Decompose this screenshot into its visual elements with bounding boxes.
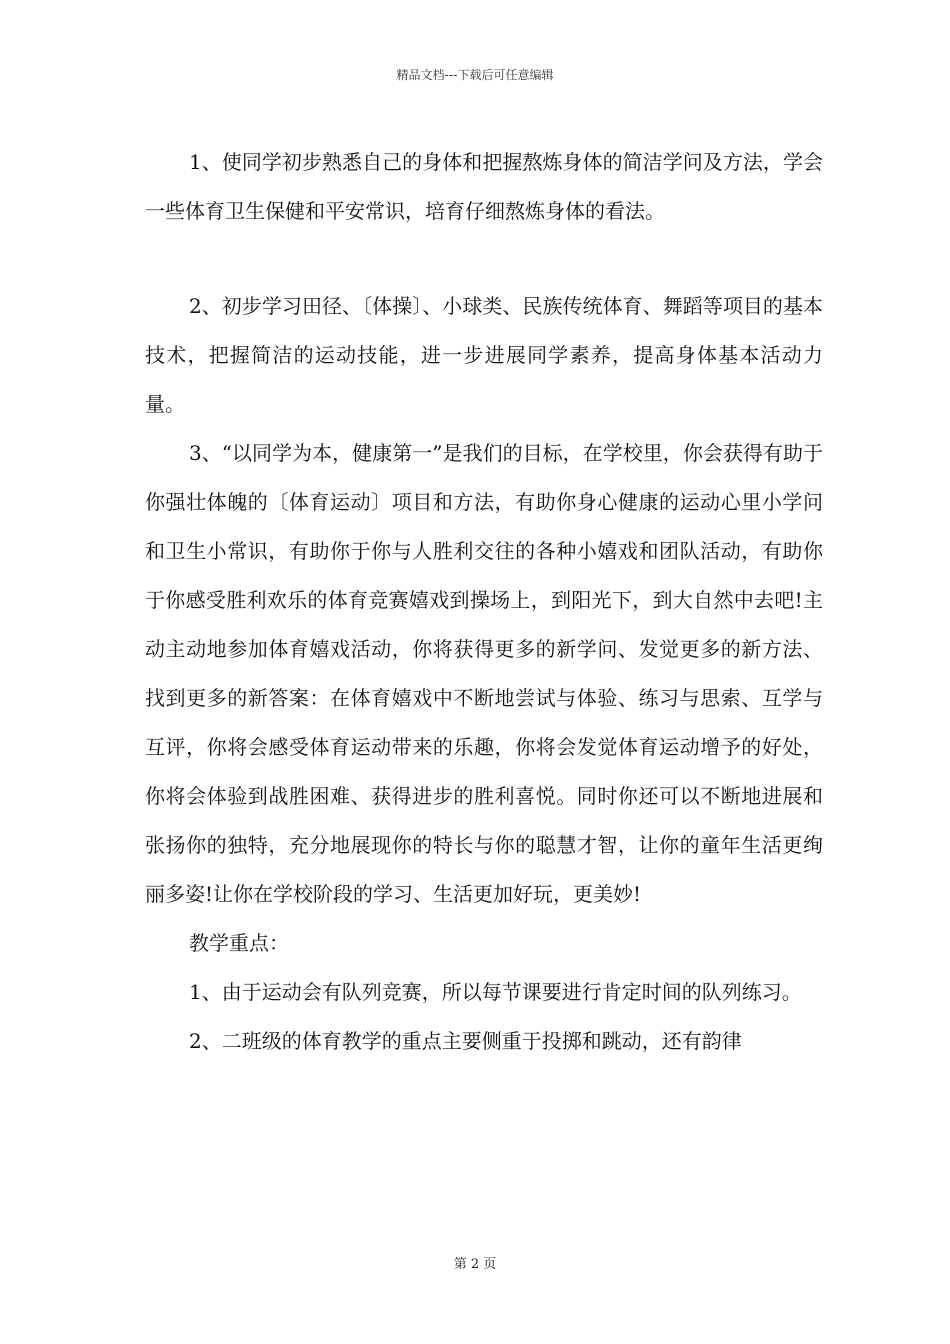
document-body: [145, 138, 823, 1066]
paragraph-3: 3、“以同学为本，健康第一”是我们的目标，在学校里，你会获得有助于你强壮体魄的〔体育运动〕项目和方法，有助你身心健康的运动心里小学问和卫生小常识，有助你于你与人胜利交往的各种小嬉戏和团队活动，有助你于你感受胜利欢乐的体育竞赛嬉戏到操场上，到阳光下，到大自然中去吧!主动主动地参加体育嬉戏活动，你将获得更多的新学问、发觉更多的新方法、找到更多的新答案：在体育嬉戏中不断地尝试与体验、练习与思索、互学与互评，你将会感受体育运动带来的乐趣，你将会发觉体育运动增予的好处，你将会体验到战胜困难、获得进步的胜利喜悦。同时你还可以不断地进展和张扬你的独特，充分地展现你的特长与你的聪慧才智，让你的童年生活更绚丽多姿!让你在学校阶段的学习、生活更加好玩，更美妙!: [145, 441, 823, 906]
paragraph-1: 1、使同学初步熟悉自己的身体和把握熬炼身体的简洁学问及方法，学会一些体育卫生保健和平安常识，培育仔细熬炼身体的看法。: [145, 150, 823, 223]
paragraph-6: 2、二班级的体育教学的重点主要侧重于投掷和跳动，还有韵律: [189, 1029, 742, 1053]
paragraph-5: 1、由于运动会有队列竞赛，所以每节课要进行肯定时间的队列练习。: [189, 980, 802, 1004]
paragraph-2: 2、初步学习田径、〔体操〕、小球类、民族传统体育、舞蹈等项目的基本技术，把握简洁的运动技能，进一步进展同学素养，提高身体基本活动力量。: [145, 294, 823, 416]
page-header: 精品文档---下载后可任意编辑: [396, 68, 554, 82]
page-number: 第 2 页: [453, 1257, 497, 1272]
section-heading-teaching-focus: 教学重点：: [189, 931, 289, 955]
